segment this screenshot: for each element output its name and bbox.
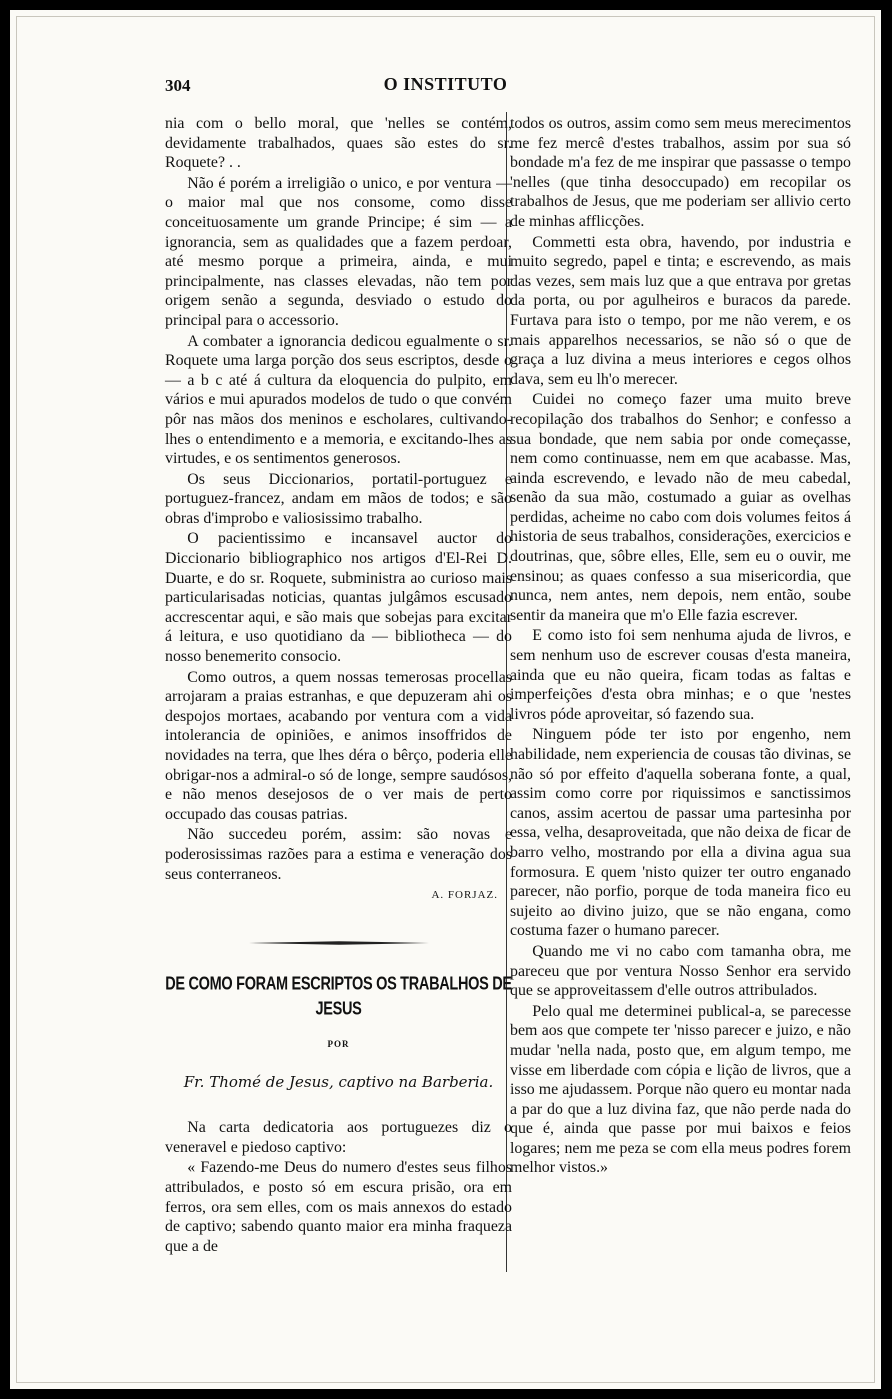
- paragraph: Pelo qual me determinei publical-a, se parecesse bem aos que compete ter 'nisso parecer e juizo, e não mudar 'nella nada, posto que, em algum tempo, me visse em liberdade com cópia e lição de livros, que a isso me ajudassem. Porque não quero eu montar nada a par do que a luz divina faz, que não perde nada do que é, ainda que passe por mui baixos e feios logares; nem me peza se com ella meus podres forem melhor vistos.»: [510, 1002, 851, 1177]
- paragraph: A combater a ignorancia dedicou egualmente o sr. Roquete uma larga porção dos seus escriptos, desde o — a b c até á cultura da eloquencia do pulpito, em vários e mui apurados modelos de tudo o que convém pôr nas mãos dos meninos e escholares, cultivando-lhes o entendimento e a memoria, e excitando-lhes as virtudes, e os sentimentos generosos.: [165, 332, 512, 468]
- paragraph: Na carta dedicatoria aos portuguezes diz o veneravel e piedoso captivo:: [165, 1119, 512, 1156]
- spacer: [165, 1092, 512, 1118]
- paragraph: Como outros, a quem nossas temerosas procellas arrojaram a praias estranhas, e que depuzeram ahi os despojos mortaes, acabando por ventura com a vida intolerancia de opiniões, e animos insoffridos de novidades na terra, que lhes déra o bêrço, poderia elle obrigar-nos a admiral-o só de longe, sempre saudósos, e não menos desejosos de o ver mais de perto occupado das cousas patrias.: [165, 668, 512, 823]
- paragraph: nia com o bello moral, que 'nelles se contém, devidamente trabalhados, quaes são estes do sr. Roquete? . .: [165, 115, 512, 172]
- left-column: [165, 114, 512, 1256]
- article-by: POR: [327, 1038, 350, 1049]
- paragraph: Quando me vi no cabo com tamanha obra, me pareceu que por ventura Nosso Senhor era servido que se approveitassem d'elle outros attribulados.: [510, 942, 851, 1000]
- paragraph: Cuidei no começo fazer uma muito breve recopilação dos trabalhos do Senhor; e confesso a sua bondade, que nem sabia por onde começasse, nem como continuasse, nem em que acabasse. Mas, ainda escrevendo, e levado não de meu cabedal, senão da sua mão, costumado a guiar as ovelhas perdidas, acheime no cabo com dois volumes feitos á historia de seus trabalhos, considerações, exercicios e doutrinas, que, sôbre elles, Elle, sem eu o ouvir, me ensinou; as quaes confesso a sua misericordia, que nunca, nem antes, nem depois, nem então, soube sentir da maneira que m'o Elle fazia escrever.: [510, 391, 851, 624]
- paragraph: todos os outros, assim como sem meus merecimentos me fez mercê d'estes trabalhos, assim por sua só bondade m'a fez de me inspirar que passasse o tempo 'nelles (que tinha desoccupado) em recopilar os trabalhos de Jesus, que me poderiam ser allivio certo de minhas afflicções.: [510, 115, 851, 230]
- article-title: DE COMO FORAM ESCRIPTOS OS TRABALHOS DE JESUS: [165, 974, 512, 1019]
- paragraph: Ninguem póde ter isto por engenho, nem habilidade, nem experiencia de cousas tão divinas, se não só por effeito d'aquella soberana fonte, a qual, assim como corre por riquissimos e sanctissimos canos, assim acertou de passar uma partesinha por essa, velha, desaproveitada, que não deixa de ficar de barro velho, mostrando por ella a divina agua sua formosura. E quem 'nisto quizer ter outro enganado parecer, não porfio, porque de toda maneira fico eu sujeito ao divino juizo, que se não engana, como costuma fazer o humano parecer.: [510, 726, 851, 940]
- author-signature: A. FORJAZ.: [431, 889, 498, 902]
- article-author: Fr. Thomé de Jesus, captivo na Barberia.: [183, 1072, 494, 1091]
- paragraph: « Fazendo-me Deus do numero d'estes seus filhos attribulados, e posto só em escura prisão, ora em ferros, ora sem elles, com os mais annexos do estado de captivo; sabendo quanto maior era minha fraqueza que a de: [165, 1159, 512, 1255]
- paragraph: E como isto foi sem nenhuma ajuda de livros, e sem nenhum uso de escrever cousas d'esta maneira, ainda que eu não queira, ficam todas as faltas e imperfeições d'esta obra minhas; e o que 'nestes livros póde aproveitar, só fazendo sua.: [510, 627, 851, 723]
- running-title: O INSTITUTO: [383, 74, 508, 94]
- paragraph: Commetti esta obra, havendo, por industria e muito segredo, papel e tinta; e escrevendo, as mais das vezes, sem mais luz que a que entrava por gretas da porta, ou por agulheiros e buracos da parede. Furtava para isto o tempo, por me não verem, e os mais apparelhos necessarios, se não só o que de graça a luz divina a meus interiores e cegos olhos dava, sem eu lh'o merecer.: [510, 233, 851, 388]
- paragraph: Não succedeu porém, assim: são novas e poderosissimas razões para a estima e veneração dos seus conterraneos.: [165, 826, 512, 883]
- section-separator: [249, 940, 429, 944]
- right-column: [510, 114, 851, 1178]
- newspaper-page: [10, 10, 881, 1389]
- paragraph: O pacientissimo e incansavel auctor do Diccionario bibliographico nos artigos d'El-Rei D. Duarte, e do sr. Roquete, subministra ao curioso mais particularisadas noticias, quantas julgâmos escusado accrescentar aqui, e são mais que sobejas para excitar á leitura, e uso quotidiano da — bibliotheca — do nosso benemerito consocio.: [165, 530, 512, 666]
- paragraph: Não é porém a irreligião o unico, e por ventura — o maior mal que nos consome, como disse conceituosamente um grande Principe; é sim — a ignorancia, sem as qualidades que a fazem perdoar, até mesmo porque a primeira, ainda, e mui principalmente, nas classes elevadas, não tem por origem senão a segunda, desviado o estudo do principal para o accessorio.: [165, 174, 512, 329]
- separator-rule-icon: [249, 940, 429, 946]
- paragraph: Os seus Diccionarios, portatil-portuguez e portuguez-francez, andam em mãos de todos; e são obras d'improbo e valiosissimo trabalho.: [165, 470, 512, 527]
- page-number: 304: [165, 76, 191, 95]
- page-header: [10, 74, 881, 98]
